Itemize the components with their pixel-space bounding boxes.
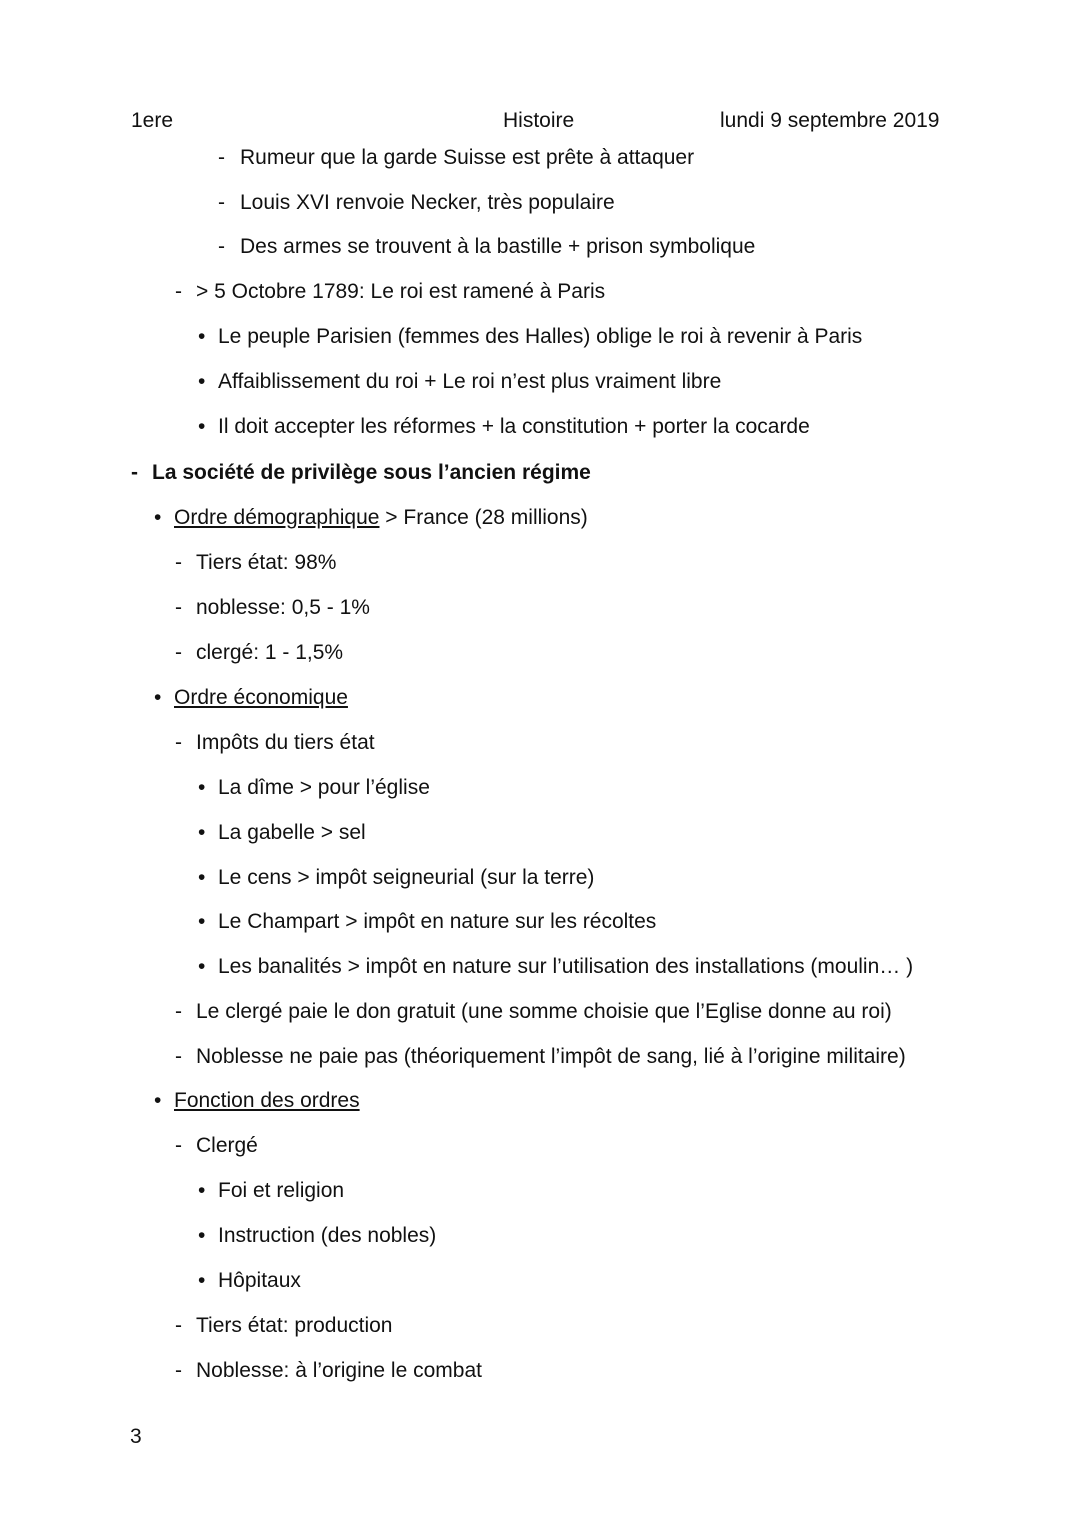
dash-marker: - <box>218 235 225 258</box>
list-item <box>240 234 755 260</box>
bullet-marker: • <box>198 910 206 933</box>
list-item-text: Affaiblissement du roi + Le roi n’est plus vraiment libre <box>218 370 722 393</box>
list-item <box>196 595 370 621</box>
list-item-text: > 5 Octobre 1789: Le roi est ramené à Paris <box>196 280 606 303</box>
dash-marker: - <box>175 551 182 574</box>
list-item-text: Foi et religion <box>218 1179 345 1202</box>
list-item <box>240 190 615 216</box>
list-item-text: Il doit accepter les réformes + la constitution + porter la cocarde <box>218 415 810 438</box>
section-heading <box>152 460 591 486</box>
list-item <box>218 1223 436 1249</box>
list-item-text: Tiers état: production <box>196 1314 393 1337</box>
dash-marker: - <box>131 461 138 484</box>
dash-marker: - <box>175 280 182 303</box>
header-class: 1ere <box>131 109 174 132</box>
header-subject: Histoire <box>503 109 575 132</box>
list-item-text: Fonction des ordres <box>174 1089 360 1112</box>
bullet-marker: • <box>198 866 206 889</box>
list-item-text: Hôpitaux <box>218 1269 301 1292</box>
list-item-text: Les banalités > impôt en nature sur l’utilisation des installations (moulin… ) <box>218 955 914 978</box>
list-item-text: Impôts du tiers état <box>196 731 375 754</box>
list-item <box>196 1313 393 1339</box>
bullet-marker: • <box>154 686 162 709</box>
dash-marker: - <box>175 1045 182 1068</box>
bullet-marker: • <box>198 821 206 844</box>
bullet-marker: • <box>198 955 206 978</box>
list-item <box>218 954 913 980</box>
list-item <box>196 1044 906 1070</box>
header-date: lundi 9 septembre 2019 <box>720 109 940 132</box>
list-item <box>218 324 862 350</box>
list-item <box>174 685 348 711</box>
list-item <box>218 909 656 935</box>
list-item <box>196 279 605 305</box>
list-item-text: Noblesse: à l’origine le combat <box>196 1359 482 1382</box>
list-item <box>196 640 343 666</box>
dash-marker: - <box>175 641 182 664</box>
list-item-text: Ordre économique <box>174 686 348 709</box>
list-item <box>196 550 336 576</box>
bullet-marker: • <box>198 1224 206 1247</box>
bullet-marker: • <box>154 506 162 529</box>
dash-marker: - <box>175 1134 182 1157</box>
list-item-text: noblesse: 0,5 - 1% <box>196 596 370 619</box>
dash-marker: - <box>175 1314 182 1337</box>
dash-marker: - <box>175 1359 182 1382</box>
list-item <box>218 414 810 440</box>
list-item <box>218 1268 301 1294</box>
list-item-text: Rumeur que la garde Suisse est prête à attaquer <box>240 146 695 169</box>
bullet-marker: • <box>198 1269 206 1292</box>
list-item <box>196 1133 258 1159</box>
list-item <box>240 145 694 171</box>
bullet-marker: • <box>198 415 206 438</box>
dash-marker: - <box>175 1000 182 1023</box>
list-item-suffix: > France (28 millions) <box>379 506 588 529</box>
list-item-text: Instruction (des nobles) <box>218 1224 437 1247</box>
list-item-text: La dîme > pour l’église <box>218 776 430 799</box>
list-item <box>218 775 430 801</box>
dash-marker: - <box>175 731 182 754</box>
list-item <box>218 369 721 395</box>
list-item <box>196 730 375 756</box>
bullet-marker: • <box>198 776 206 799</box>
list-item <box>218 820 366 846</box>
bullet-marker: • <box>154 1089 162 1112</box>
list-item-text: Le peuple Parisien (femmes des Halles) oblige le roi à revenir à Paris <box>218 325 863 348</box>
dash-marker: - <box>175 596 182 619</box>
list-item <box>196 999 892 1025</box>
list-item-text: Louis XVI renvoie Necker, très populaire <box>240 191 615 214</box>
list-item-text: Le clergé paie le don gratuit (une somme choisie que l’Eglise donne au roi) <box>196 1000 892 1023</box>
list-item-text: Ordre démographique <box>174 506 380 529</box>
list-item-text: Noblesse ne paie pas (théoriquement l’impôt de sang, lié à l’origine militaire) <box>196 1045 906 1068</box>
dash-marker: - <box>218 146 225 169</box>
list-item-text: Le cens > impôt seigneurial (sur la terre) <box>218 866 595 889</box>
list-item <box>174 1088 360 1114</box>
list-item-text: Tiers état: 98% <box>196 551 337 574</box>
list-item-text: La société de privilège sous l’ancien régime <box>152 461 591 484</box>
bullet-marker: • <box>198 325 206 348</box>
bullet-marker: • <box>198 370 206 393</box>
list-item-text: Des armes se trouvent à la bastille + prison symbolique <box>240 235 756 258</box>
page-number: 3 <box>130 1425 142 1448</box>
bullet-marker: • <box>198 1179 206 1202</box>
list-item <box>218 865 594 891</box>
list-item-text: clergé: 1 - 1,5% <box>196 641 344 664</box>
list-item-text: Le Champart > impôt en nature sur les récoltes <box>218 910 657 933</box>
list-item-text: Clergé <box>196 1134 258 1157</box>
list-item <box>196 1358 482 1384</box>
dash-marker: - <box>218 191 225 214</box>
list-item-text: La gabelle > sel <box>218 821 366 844</box>
list-item <box>174 505 588 531</box>
list-item <box>218 1178 344 1204</box>
